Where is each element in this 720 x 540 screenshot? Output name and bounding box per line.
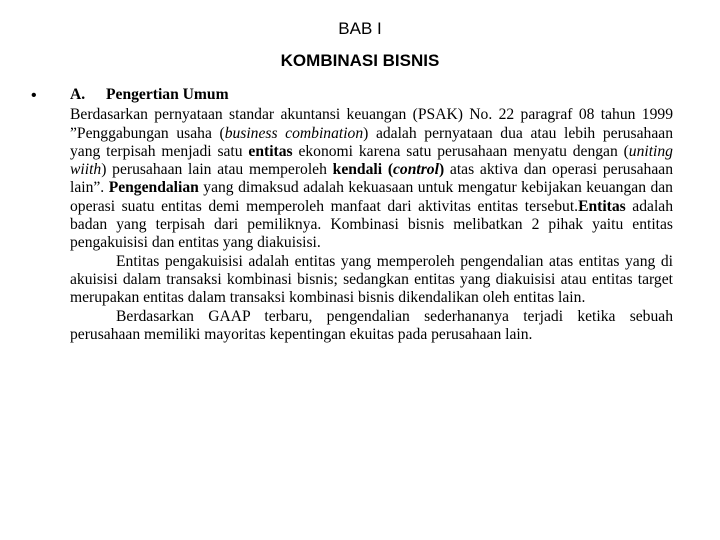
p1-term-pengendalian: Pengendalian [108, 179, 199, 197]
chapter-label: BAB I [338, 19, 382, 38]
p1-term-entitas: entitas [248, 142, 293, 160]
p1-term-entitas-2: Entitas [578, 197, 626, 215]
p1-term-business-combination: business combination [224, 124, 364, 142]
paragraph-2: Entitas pengakuisisi adalah entitas yang memperoleh pengendalian atas entitas yang di akuisisi dalam transaksi kombinasi bisnis; sedangkan entitas yang diakuisisi atau entitas target merupakan entitas dalam transaksi kombinasi bisnis dikendalikan oleh entitas lain. [70, 252, 673, 307]
slide-title: KOMBINASI BISNIS [280, 51, 440, 70]
section-letter: A. [70, 86, 86, 103]
p1-text-3: ekonomi karena satu perusahaan menyatu dengan ( [292, 142, 629, 160]
section-title: Pengertian Umum [106, 86, 229, 103]
p1-text-5: atas aktiva dan operasi perusahaan lain”. [70, 161, 673, 197]
p1-term-kendali: kendali ( [332, 161, 394, 179]
p1-text-1: Berdasarkan pernyataan standar akuntansi keuangan (PSAK) No. 22 paragraf 08 tahun 1999 ”Penggabungan usaha ( [70, 106, 673, 142]
p1-term-uniting-with: uniting wiith [70, 142, 673, 179]
p1-term-close-paren: ) [438, 161, 445, 179]
paragraph-1 [70, 106, 673, 252]
bullet-marker: • [31, 87, 37, 104]
section-heading [70, 86, 673, 104]
p1-text-4: ) perusahaan lain atau memperoleh [101, 161, 333, 179]
p1-term-control: control [393, 161, 439, 179]
p1-text-6: yang dimaksud adalah kekuasaan untuk mengatur kebijakan keuangan dan operasi suatu entitas demi memperoleh manfaat dari aktivitas entitas tersebut. [70, 179, 673, 215]
p1-text-2: ) adalah pernyataan dua atau lebih perusahaan yang terpisah menjadi satu [70, 124, 673, 160]
paragraph-3: Berdasarkan GAAP terbaru, pengendalian sederhananya terjadi ketika sebuah perusahaan memiliki mayoritas kepentingan ekuitas pada perusahaan lain. [70, 307, 673, 343]
p1-text-7: adalah badan yang terpisah dari pemiliknya. Kombinasi bisnis melibatkan 2 pihak yaitu entitas pengakuisisi dan entitas yang diakuisisi. [70, 197, 673, 252]
content-body [70, 86, 673, 344]
